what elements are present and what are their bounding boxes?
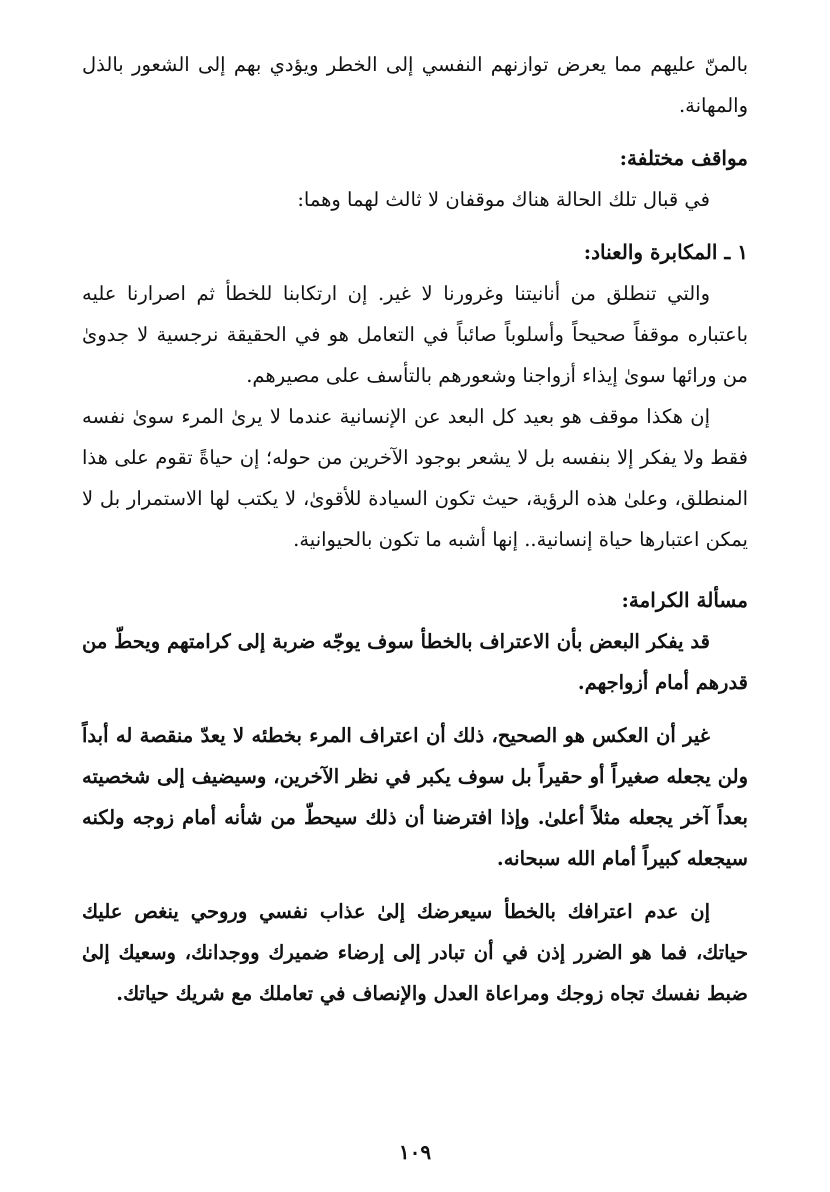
heading-dignity-issue: مسألة الكرامة: (621, 588, 748, 612)
heading-different-positions: مواقف مختلفة: (619, 146, 748, 170)
paragraph-continuation: بالمنّ عليهم مما يعرض توازنهم النفسي إلى الخطر ويؤدي بهم إلى الشعور بالذل والمهانة. (82, 53, 748, 117)
page-number: ١٠٩ (398, 1140, 432, 1164)
paragraph-opposite-is-true: غير أن العكس هو الصحيح، ذلك أن اعتراف المرء بخطئه لا يعدّ منقصة له أبداً ولن يجعله صغيراً أو حقيراً بل سوف يكبر في نظر الآخرين، وسيضيف إلى شخصيته بعداً آخر يجعله مثلاً أعلىٰ. وإذا افترضنا أن ذلك سيحطّ من شأنه أمام زوجه ولكنه سيجعله كبيراً أمام الله سبحانه. (82, 724, 748, 870)
paragraph-two-positions: في قبال تلك الحالة هناك موقفان لا ثالث لهما وهما: (297, 188, 710, 211)
spacer (82, 126, 748, 138)
spacer (82, 560, 748, 580)
paragraph-inhumane-position: إن هكذا موقف هو بعيد كل البعد عن الإنسانية عندما لا يرىٰ المرء سوىٰ نفسه فقط ولا يفكر إلا بنفسه بل لا يشعر بوجود الآخرين من حوله؛ إن حياةً تقوم على هذا المنطلق، وعلىٰ هذه الرؤية، حيث تكون السيادة للأقوىٰ، لا يكتب لها الاستمرار بل لا يمكن اعتبارها حياة إنسانية.. إنها أشبه ما تكون بالحيوانية. (82, 405, 748, 551)
paragraph-not-admitting: إن عدم اعترافك بالخطأ سيعرضك إلىٰ عذاب نفسي وروحي ينغص عليك حياتك، فما هو الضرر إذن في أن تبادر إلى إرضاء ضميرك ووجدانك، وسعيك إلىٰ ضبط نفسك تجاه زوجك ومراعاة العدل والإنصاف في تعاملك مع شريك حياتك. (82, 900, 748, 1005)
paragraph-selfishness: والتي تنطلق من أنانيتنا وغرورنا لا غير. إن ارتكابنا للخطأ ثم اصرارنا عليه باعتباره موقفاً صحيحاً وأسلوباً صائباً في التعامل هو في الحقيقة نرجسية لا جدوىٰ من ورائها سوىٰ إيذاء أزواجنا وشعورهم بالتأسف على مصيرهم. (82, 282, 748, 387)
spacer (82, 879, 748, 891)
spacer (82, 220, 748, 232)
paragraph-admitting-mistake: قد يفكر البعض بأن الاعتراف بالخطأ سوف يوجّه ضربة إلى كرامتهم ويحطّ من قدرهم أمام أزواجهم. (82, 630, 748, 694)
heading-arrogance-stubbornness: ١ ـ المكابرة والعناد: (583, 240, 748, 264)
spacer (82, 703, 748, 715)
